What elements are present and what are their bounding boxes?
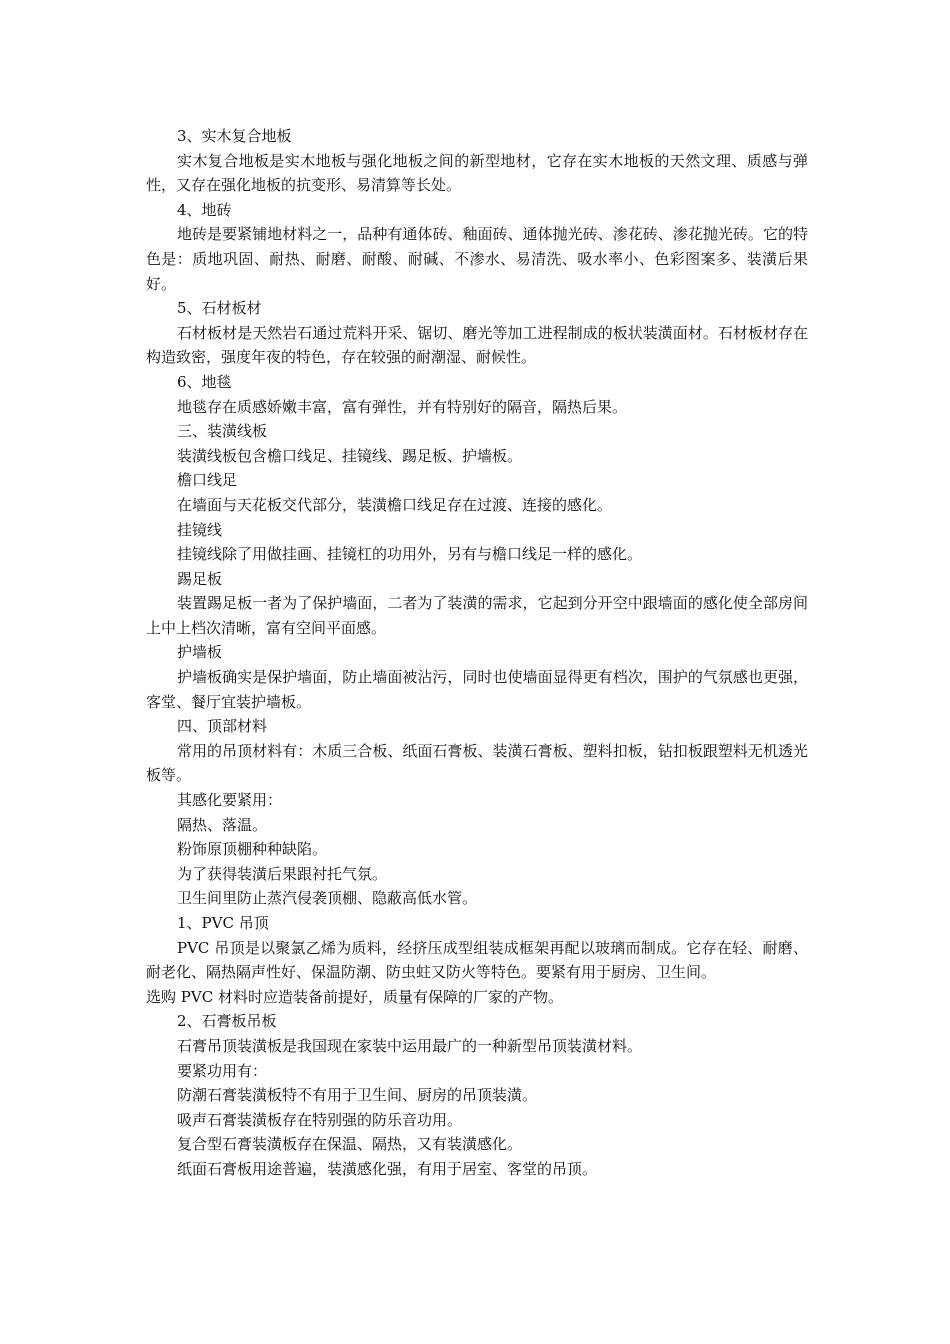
body-paragraph: 石膏吊顶装潢板是我国现在家装中运用最广的一种新型吊顶装潢材料。	[177, 1036, 643, 1055]
list-item: 粉饰原顶棚种种缺陷。	[177, 840, 328, 859]
section-heading: 3、实木复合地板	[177, 127, 292, 145]
body-paragraph: 要紧功用有：	[177, 1061, 268, 1080]
body-paragraph: 选购 PVC 材料时应造装备前提好，质量有保障的厂家的产物。	[146, 987, 563, 1006]
list-item: 为了获得装潢后果跟衬托气氛。	[177, 864, 388, 883]
section-heading: 2、石膏板吊板	[177, 1012, 277, 1031]
body-paragraph: 实木复合地板是实木地板与强化地板之间的新型地材，它存在实木地板的天然文理、质感与弹性，又存在强化地板的抗变形、易清算等长处。	[146, 151, 808, 195]
subsection-heading: 檐口线足	[177, 471, 238, 490]
list-item: 防潮石膏装潢板特不有用于卫生间、厨房的吊顶装潢。	[177, 1086, 538, 1105]
chapter-heading: 三、装潢线板	[177, 422, 268, 441]
subsection-heading: 护墙板	[177, 643, 223, 662]
body-paragraph: 装潢线板包含檐口线足、挂镜线、踢足板、护墙板。	[177, 446, 523, 465]
section-heading: 4、地砖	[177, 200, 232, 219]
body-paragraph: 其感化要紧用：	[177, 791, 283, 810]
body-paragraph: 护墙板确实是保护墙面，防止墙面被沾污，同时也使墙面显得更有档次，围护的气氛感也更强，客堂、餐厅宜装护墙板。	[146, 668, 808, 711]
body-paragraph: 在墙面与天花板交代部分，装潢檐口线足存在过渡、连接的感化。	[177, 495, 613, 514]
chapter-heading: 四、顶部材料	[177, 717, 268, 736]
section-heading: 5、石材板材	[177, 299, 262, 318]
body-paragraph: PVC 吊顶是以聚氯乙烯为质料，经挤压成型组装成框架再配以玻璃而制成。它存在轻、耐磨、耐老化、隔热隔声性好、保温防潮、防虫蛀又防火等特色。要紧有用于厨房、卫生间。	[146, 938, 808, 982]
list-item: 吸声石膏装潢板存在特别强的防乐音功用。	[177, 1110, 463, 1129]
subsection-heading: 踢足板	[177, 569, 223, 588]
section-heading: 6、地毯	[177, 372, 232, 391]
body-paragraph: 常用的吊顶材料有：木质三合板、纸面石膏板、装潢石膏板、塑料扣板，钻扣板跟塑料无机透光板等。	[146, 741, 808, 785]
body-paragraph: 地砖是要紧铺地材料之一，品种有通体砖、釉面砖、通体抛光砖、渗花砖、渗花抛光砖。它的特色是：质地巩固、耐热、耐磨、耐酸、耐碱、不渗水、易清洗、吸水率小、色彩图案多、装潢后果好。	[146, 225, 808, 293]
subsection-heading: 挂镜线	[177, 520, 223, 539]
document-body	[146, 124, 808, 1182]
body-paragraph: 挂镜线除了用做挂画、挂镜杠的功用外，另有与檐口线足一样的感化。	[177, 545, 643, 564]
body-paragraph: 地毯存在质感娇嫩丰富，富有弹性，并有特别好的隔音，隔热后果。	[177, 397, 628, 416]
section-heading: 1、PVC 吊顶	[177, 914, 269, 932]
list-item: 纸面石膏板用途普遍，装潢感化强，有用于居室、客堂的吊顶。	[177, 1159, 598, 1178]
body-paragraph: 装置踢足板一者为了保护墙面，二者为了装潢的需求，它起到分开空中跟墙面的感化使全部房间上中上档次清晰，富有空间平面感。	[146, 594, 808, 637]
list-item: 卫生间里防止蒸汽侵袭顶棚、隐蔽高低水管。	[177, 889, 478, 908]
body-paragraph: 石材板材是天然岩石通过荒料开采、锯切、磨光等加工进程制成的板状装潢面材。石材板材存在构造致密，强度年夜的特色，存在较强的耐潮湿、耐候性。	[146, 323, 808, 367]
list-item: 隔热、落温。	[177, 815, 268, 834]
list-item: 复合型石膏装潢板存在保温、隔热，又有装潢感化。	[177, 1135, 523, 1154]
